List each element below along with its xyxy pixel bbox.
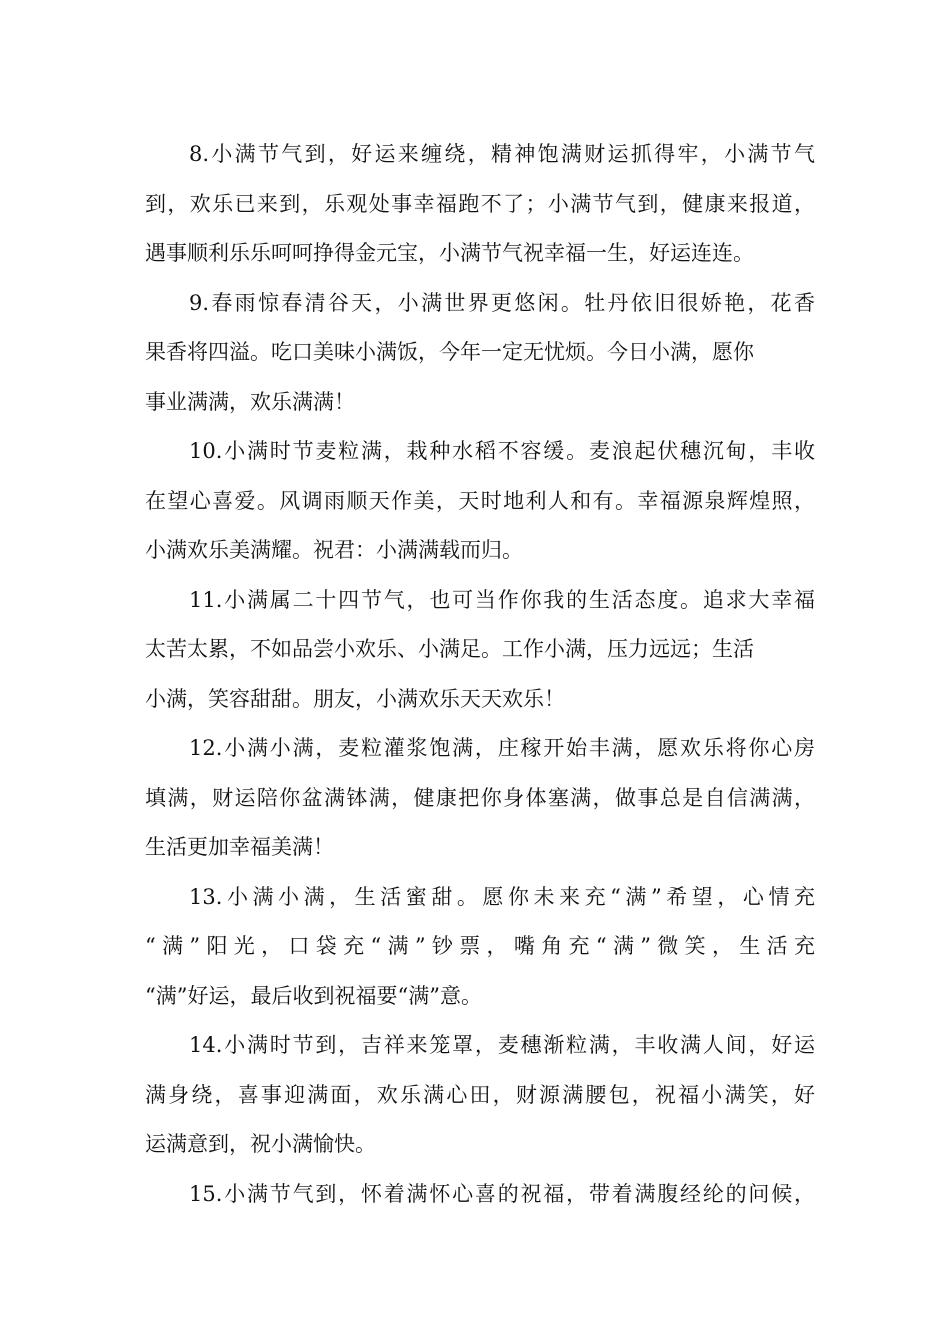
paragraph-line: 15.小满节气到，怀着满怀心喜的祝福，带着满腹经纶的问候， xyxy=(189,1181,815,1206)
paragraph-line: 事业满满，欢乐满满！ xyxy=(145,389,355,414)
paragraph-line: “满”好运，最后收到祝福要“满”意。 xyxy=(145,983,482,1008)
paragraph-line: 果香将四溢。吃口美味小满饭，今年一定无忧烦。今日小满，愿你 xyxy=(145,340,754,364)
paragraph-9 xyxy=(145,279,815,428)
paragraph-line: 11.小满属二十四节气，也可当作你我的生活态度。追求大幸福 xyxy=(189,587,815,612)
paragraph-15 xyxy=(145,1170,815,1220)
paragraph-14 xyxy=(145,1021,815,1170)
paragraph-line: 10.小满时节麦粒满，栽种水稻不容缓。麦浪起伏穗沉甸，丰收 xyxy=(189,439,815,463)
paragraph-line: 9.春雨惊春清谷天，小满世界更悠闲。牡丹依旧很娇艳，花香 xyxy=(189,290,815,315)
paragraph-line: 填满，财运陪你盆满钵满，健康把你身体塞满，做事总是自信满满， xyxy=(145,785,815,810)
paragraph-line: 太苦太累，不如品尝小欢乐、小满足。工作小满，压力远远；生活 xyxy=(145,637,754,661)
paragraph-11 xyxy=(145,576,815,725)
paragraph-line: 到，欢乐已来到，乐观处事幸福跑不了；小满节气到，健康来报道， xyxy=(145,191,815,216)
paragraph-line: 满身绕，喜事迎满面，欢乐满心田，财源满腰包，祝福小满笑，好 xyxy=(145,1082,815,1107)
paragraph-10 xyxy=(145,427,815,576)
paragraph-line: 13.小满小满，生活蜜甜。愿你未来充“满”希望，心情充 xyxy=(189,884,815,909)
paragraph-line: 8.小满节气到，好运来缠绕，精神饱满财运抓得牢，小满节气 xyxy=(189,142,815,166)
paragraph-line: 生活更加幸福美满！ xyxy=(145,835,334,859)
paragraph-line: 小满，笑容甜甜。朋友，小满欢乐天天欢乐！ xyxy=(145,686,565,711)
paragraph-12 xyxy=(145,724,815,873)
paragraph-line: 遇事顺利乐乐呵呵挣得金元宝，小满节气祝幸福一生，好运连连。 xyxy=(145,241,754,265)
paragraph-line: 小满欢乐美满耀。祝君：小满满载而归。 xyxy=(145,538,523,562)
document-body xyxy=(145,130,815,1219)
paragraph-line: 14.小满时节到，吉祥来笼罩，麦穗渐粒满，丰收满人间，好运 xyxy=(189,1033,815,1057)
paragraph-line: “满”阳光，口袋充“满”钞票，嘴角充“满”微笑，生活充 xyxy=(145,934,815,958)
paragraph-13 xyxy=(145,873,815,1022)
paragraph-line: 12.小满小满，麦粒灌浆饱满，庄稼开始丰满，愿欢乐将你心房 xyxy=(189,736,815,760)
paragraph-line: 在望心喜爱。风调雨顺天作美，天时地利人和有。幸福源泉辉煌照， xyxy=(145,488,815,513)
paragraph-line: 运满意到，祝小满愉快。 xyxy=(145,1132,376,1156)
paragraph-8 xyxy=(145,130,815,279)
